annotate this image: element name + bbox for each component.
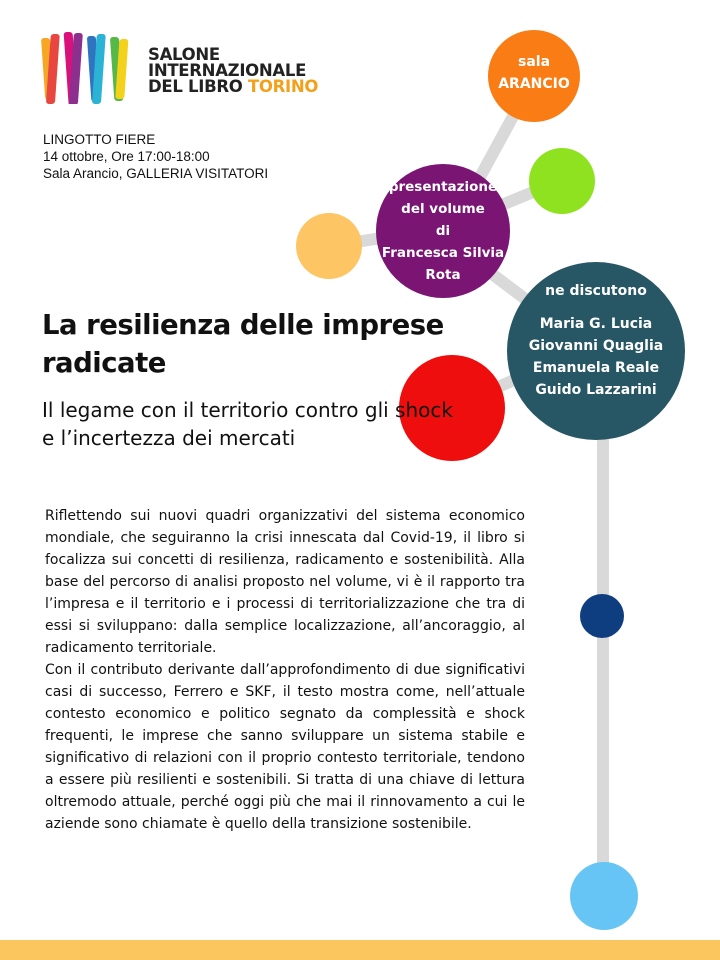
- description-paragraph-1: Riflettendo sui nuovi quadri organizzativi del sistema economico mondiale, che seguiranno la crisi innescata dal Covid-19, il libro si focalizza sui concetti di resilienza, radicamento e sostenibilità. Alla base del percorso di analisi proposto nel volume, vi è il rapporto tra l’impresa e il territorio e i processi di territorializzazione che tra di essi si sviluppano: dalla semplice localizzazione, all’ancoraggio, al radicamento territoriale.: [45, 508, 525, 656]
- presentazione-line: di: [435, 223, 451, 239]
- title-line-2: radicate: [42, 347, 166, 379]
- discutono-title: ne discutono: [545, 283, 647, 299]
- presentazione-line: Rota: [425, 267, 461, 283]
- sala-line-2: ARANCIO: [498, 76, 570, 92]
- speaker-name: Maria G. Lucia: [539, 316, 653, 332]
- presentazione-line: presentazione: [388, 179, 498, 195]
- event-subtitle: [42, 396, 453, 452]
- event-title: [42, 306, 444, 382]
- speaker-name: Emanuela Reale: [532, 360, 660, 376]
- bubble-sala: [488, 30, 580, 122]
- logo-stripes: [36, 24, 136, 104]
- bottom-bar: [0, 940, 720, 960]
- presentazione-line: del volume: [401, 201, 485, 217]
- event-date: 14 ottobre, Ore 17:00-18:00: [43, 149, 210, 164]
- logo-line-3-a: DEL LIBRO: [148, 77, 243, 96]
- logo-line-3: [148, 79, 318, 95]
- decor-circle-yellow: [296, 213, 362, 279]
- logo-line-1: SALONE: [148, 45, 220, 64]
- event-room: Sala Arancio, GALLERIA VISITATORI: [43, 166, 269, 181]
- presentazione-line: Francesca Silvia: [381, 245, 505, 261]
- logo-line-2: INTERNAZIONALE: [148, 61, 307, 80]
- description-paragraph-2: Con il contributo derivante dall’approfondimento di due significativi casi di successo, Ferrero e SKF, il testo mostra come, nell’attuale contesto economico e politico segnato da complessità e shock frequenti, le imprese che sanno sviluppare un sistema stabile e significativo di relazioni con il proprio contesto territoriale, tendono a essere più resilienti e sostenibili. Si tratta di una chiave di lettura oltremodo attuale, perché oggi più che mai il rinnovamento a cui le aziende sono chiamate è quello della transizione sostenibile.: [45, 662, 525, 832]
- speaker-name: Guido Lazzarini: [535, 382, 657, 398]
- event-info: [43, 131, 268, 182]
- sala-line-1: sala: [517, 54, 551, 70]
- logo-line-3-b: TORINO: [247, 77, 319, 96]
- title-line-1: La resilienza delle imprese: [42, 309, 444, 341]
- subtitle-line-1: Il legame con il territorio contro gli shock: [42, 398, 453, 422]
- event-venue: LINGOTTO FIERE: [43, 132, 156, 147]
- decor-circle-navy: [580, 594, 624, 638]
- bubble-presentazione: [376, 164, 510, 298]
- speaker-name: Giovanni Quaglia: [528, 338, 664, 354]
- decor-circle-green: [529, 148, 595, 214]
- decor-circle-lightblue: [570, 862, 638, 930]
- subtitle-line-2: e l’incertezza dei mercati: [42, 426, 296, 450]
- logo-text: [148, 47, 318, 95]
- bubble-discutono: [507, 262, 685, 440]
- book-description: [45, 505, 525, 835]
